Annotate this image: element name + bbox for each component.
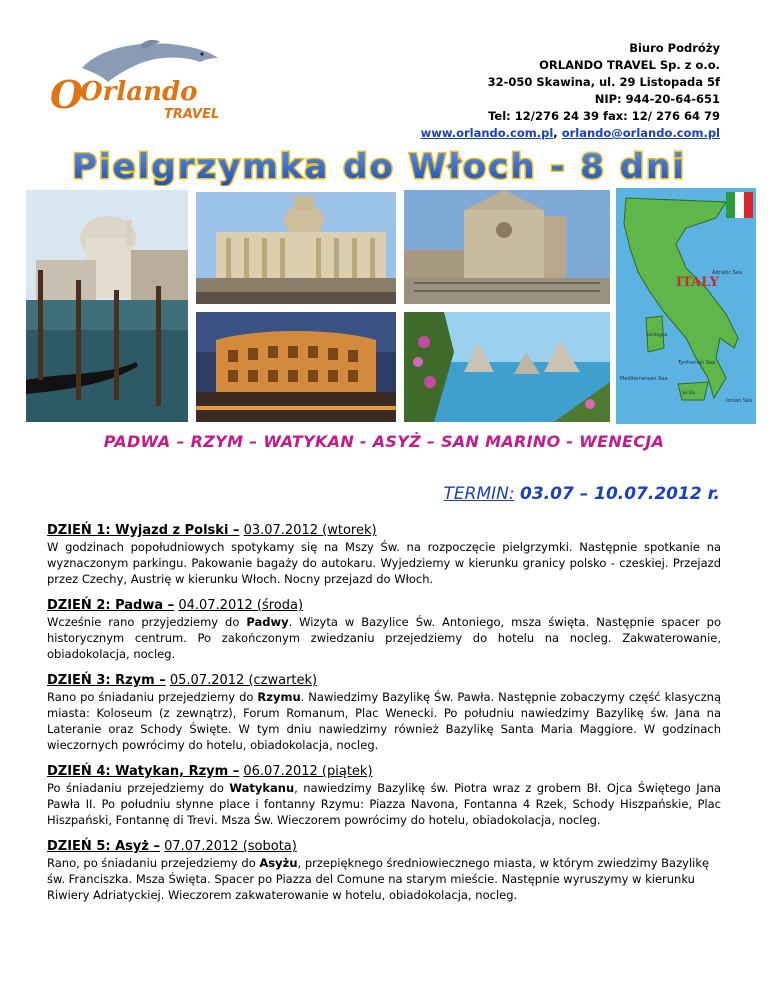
links-line <box>300 125 720 142</box>
agency-type: Biuro Podróży <box>629 41 720 55</box>
day-1 <box>47 522 721 587</box>
contact-block <box>300 40 720 142</box>
day-description: Rano po śniadaniu przejedziemy do Rzymu. Nawiedzimy Bazylikę Św. Pawła. Następnie zobaczymy część klasyczną miasta: Koloseum (z zewnątrz), Forum Romanum, Plac Wenecki. Po południu nawiedzimy Bazylikę św. Jana na Lateranie oraz Schody Święte. W tym dniu nawiedzimy również Bazylikę Santa Maria Maggiore. W godzinach wieczornych powrócimy do hotelu, obiadokolacja, nocleg. <box>47 690 721 752</box>
day-5 <box>47 838 721 903</box>
orlando-logo <box>44 38 244 124</box>
svg-text:O: O <box>50 72 84 117</box>
day-heading <box>47 763 721 780</box>
day-description: W godzinach popołudniowych spotykamy się na Mszy Św. na rozpoczęcie pielgrzymki. Następnie spotkanie na wyznaczonym parkingu. Pakowanie bagaży do autokaru. Wyjedziemy w kierunku granicy polsko - czeskiej. Przejazd przez Czechy, Austrię w kierunku Włoch. Nocny przejazd do Włoch. <box>47 540 721 586</box>
day-date: 05.07.2012 (czwartek) <box>169 673 318 688</box>
day-label: DZIEŃ 4: Watykan, Rzym – <box>47 764 240 779</box>
map-place-ionian: Ionian Sea <box>726 398 753 404</box>
day-label: DZIEŃ 3: Rzym – <box>47 673 166 688</box>
day-4 <box>47 763 721 828</box>
term-line <box>444 484 720 504</box>
day-2 <box>47 597 721 662</box>
day-date: 04.07.2012 (środa) <box>178 598 304 613</box>
assisi-basilica-photo <box>404 190 610 304</box>
day-label: DZIEŃ 5: Asyż – <box>47 839 160 854</box>
day-description: Rano, po śniadaniu przejedziemy do Asyżu, przepięknego średniowiecznego miasta, w którym zwiedzimy Bazylikę św. Franciszka. Msza Święta. Spacer po Piazza del Comune na starym mieście. Następnie wyruszymy w kierunku Riwiery Adriatyckiej. Wieczorem zakwaterowanie w hotelu, obiadokolacja, nocleg. <box>47 856 710 902</box>
day-label: DZIEŃ 1: Wyjazd z Polski – <box>47 523 240 538</box>
colosseum-photo <box>196 312 396 422</box>
page-title: Pielgrzymka do Włoch - 8 dni <box>71 147 687 186</box>
map-place-mediterranean: Mediterranean Sea <box>620 376 668 382</box>
term-label: TERMIN: <box>443 484 515 504</box>
italian-flag <box>726 192 753 218</box>
day-description: Po śniadaniu przejedziemy do Watykanu, nawiedzimy Bazylikę św. Piotra wraz z grobem Bł. Ojca Świętego Jana Pawła II. Po południu słynne place i fontanny Rzymu: Piazza Navona, Fontanna 4 Rzek, Schody Hiszpańskie, Plac Hiszpański, Fontannę di Trevi. Msza Św. Wieczorem powrócimy do hotelu, obiadokolacja, nocleg. <box>47 781 722 827</box>
company-address: 32-050 Skawina, ul. 29 Listopada 5f <box>487 75 720 89</box>
day-date: 07.07.2012 (sobota) <box>164 839 297 854</box>
day-heading <box>47 838 721 855</box>
logo-sub: TRAVEL <box>164 107 220 122</box>
map-label: ITALY <box>676 275 719 290</box>
day-heading <box>47 597 721 614</box>
venice-photo <box>26 190 188 422</box>
itinerary <box>47 522 721 913</box>
route-line: PADWA – RZYM – WATYKAN - ASYŻ – SAN MARINO - WENECJA <box>103 432 665 451</box>
title-banner <box>44 146 714 186</box>
website-link[interactable]: www.orlando.com.pl <box>420 126 554 140</box>
day-heading <box>47 672 721 689</box>
map-place-sardegna: Sardegna <box>646 333 668 338</box>
day-description: Wcześnie rano przyjedziemy do Padwy. Wizyta w Bazylice Św. Antoniego, msza święta. Następnie spacer po historycznym centrum. Po zakończonym zwiedzaniu przejedziemy do hotelu na nocleg. Zakwaterowanie, obiadokolacja, nocleg. <box>47 615 721 661</box>
day-date: 06.07.2012 (piątek) <box>243 764 373 779</box>
day-3 <box>47 672 721 753</box>
day-date: 03.07.2012 (wtorek) <box>243 523 377 538</box>
logo-name: Orlando <box>80 77 198 107</box>
term-dates: 03.07 – 10.07.2012 r. <box>520 484 720 504</box>
email-link[interactable]: orlando@orlando.com.pl <box>561 126 720 140</box>
map-place-adriatic: Adriatic Sea <box>712 270 743 276</box>
day-label: DZIEŃ 2: Padwa – <box>47 598 175 613</box>
coast-photo <box>404 312 610 422</box>
company-nip: NIP: 944-20-64-651 <box>594 92 720 106</box>
company-phone: Tel: 12/276 24 39 fax: 12/ 276 64 79 <box>488 109 720 123</box>
links-separator: , <box>553 126 558 140</box>
map-place-sicilia: Sicilia <box>682 391 696 396</box>
map-place-tyrrhenian: Tyrrhenian Sea <box>678 360 716 366</box>
st-peters-photo <box>196 192 396 304</box>
day-heading <box>47 522 721 539</box>
company-name: ORLANDO TRAVEL Sp. z o.o. <box>539 58 720 72</box>
photo-collage <box>26 190 756 422</box>
italy-map-photo <box>616 188 756 424</box>
